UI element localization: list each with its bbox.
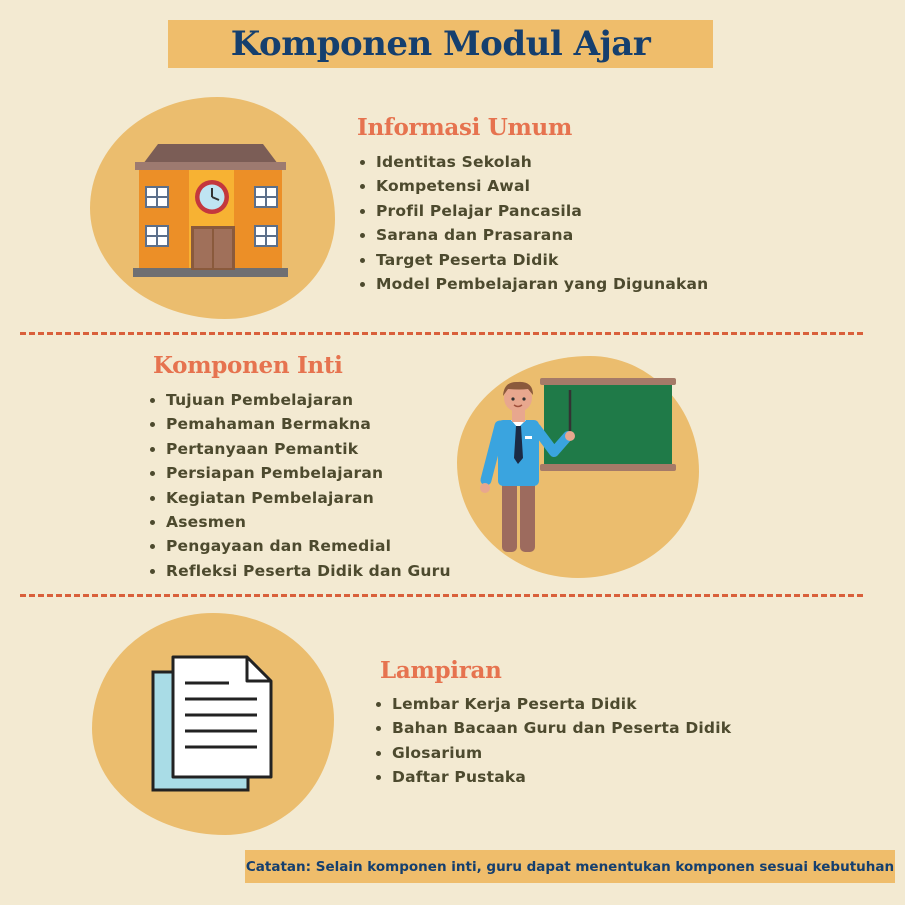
- section-heading-informasi-umum: Informasi Umum: [357, 114, 573, 141]
- list-item: Lembar Kerja Peserta Didik: [374, 692, 731, 716]
- school-building-icon: [133, 142, 288, 280]
- lampiran-list: [374, 692, 731, 790]
- informasi-umum-list: [358, 150, 708, 296]
- list-item: Pengayaan dan Remedial: [148, 534, 451, 558]
- list-item: Glosarium: [374, 741, 731, 765]
- list-item: Target Peserta Didik: [358, 248, 708, 272]
- title-banner: [168, 20, 713, 68]
- note-text: Catatan: Selain komponen inti, guru dapat menentukan komponen sesuai kebutuhan: [245, 858, 895, 875]
- list-item: Bahan Bacaan Guru dan Peserta Didik: [374, 716, 731, 740]
- teacher-at-board-icon: [478, 376, 678, 556]
- list-item: Daftar Pustaka: [374, 765, 731, 789]
- list-item: Pemahaman Bermakna: [148, 412, 451, 436]
- list-item: Kompetensi Awal: [358, 174, 708, 198]
- section-divider: [20, 332, 863, 335]
- list-item: Asesmen: [148, 510, 451, 534]
- note-banner: [245, 850, 895, 883]
- page-title: Komponen Modul Ajar: [230, 24, 651, 64]
- section-heading-komponen-inti: Komponen Inti: [153, 352, 343, 379]
- list-item: Profil Pelajar Pancasila: [358, 199, 708, 223]
- list-item: Refleksi Peserta Didik dan Guru: [148, 559, 451, 583]
- list-item: Kegiatan Pembelajaran: [148, 486, 451, 510]
- list-item: Pertanyaan Pemantik: [148, 437, 451, 461]
- list-item: Model Pembelajaran yang Digunakan: [358, 272, 708, 296]
- section-heading-lampiran: Lampiran: [380, 657, 502, 684]
- section-divider: [20, 594, 863, 597]
- list-item: Tujuan Pembelajaran: [148, 388, 451, 412]
- list-item: Identitas Sekolah: [358, 150, 708, 174]
- documents-icon: [151, 655, 275, 795]
- komponen-inti-list: [148, 388, 451, 583]
- list-item: Sarana dan Prasarana: [358, 223, 708, 247]
- list-item: Persiapan Pembelajaran: [148, 461, 451, 485]
